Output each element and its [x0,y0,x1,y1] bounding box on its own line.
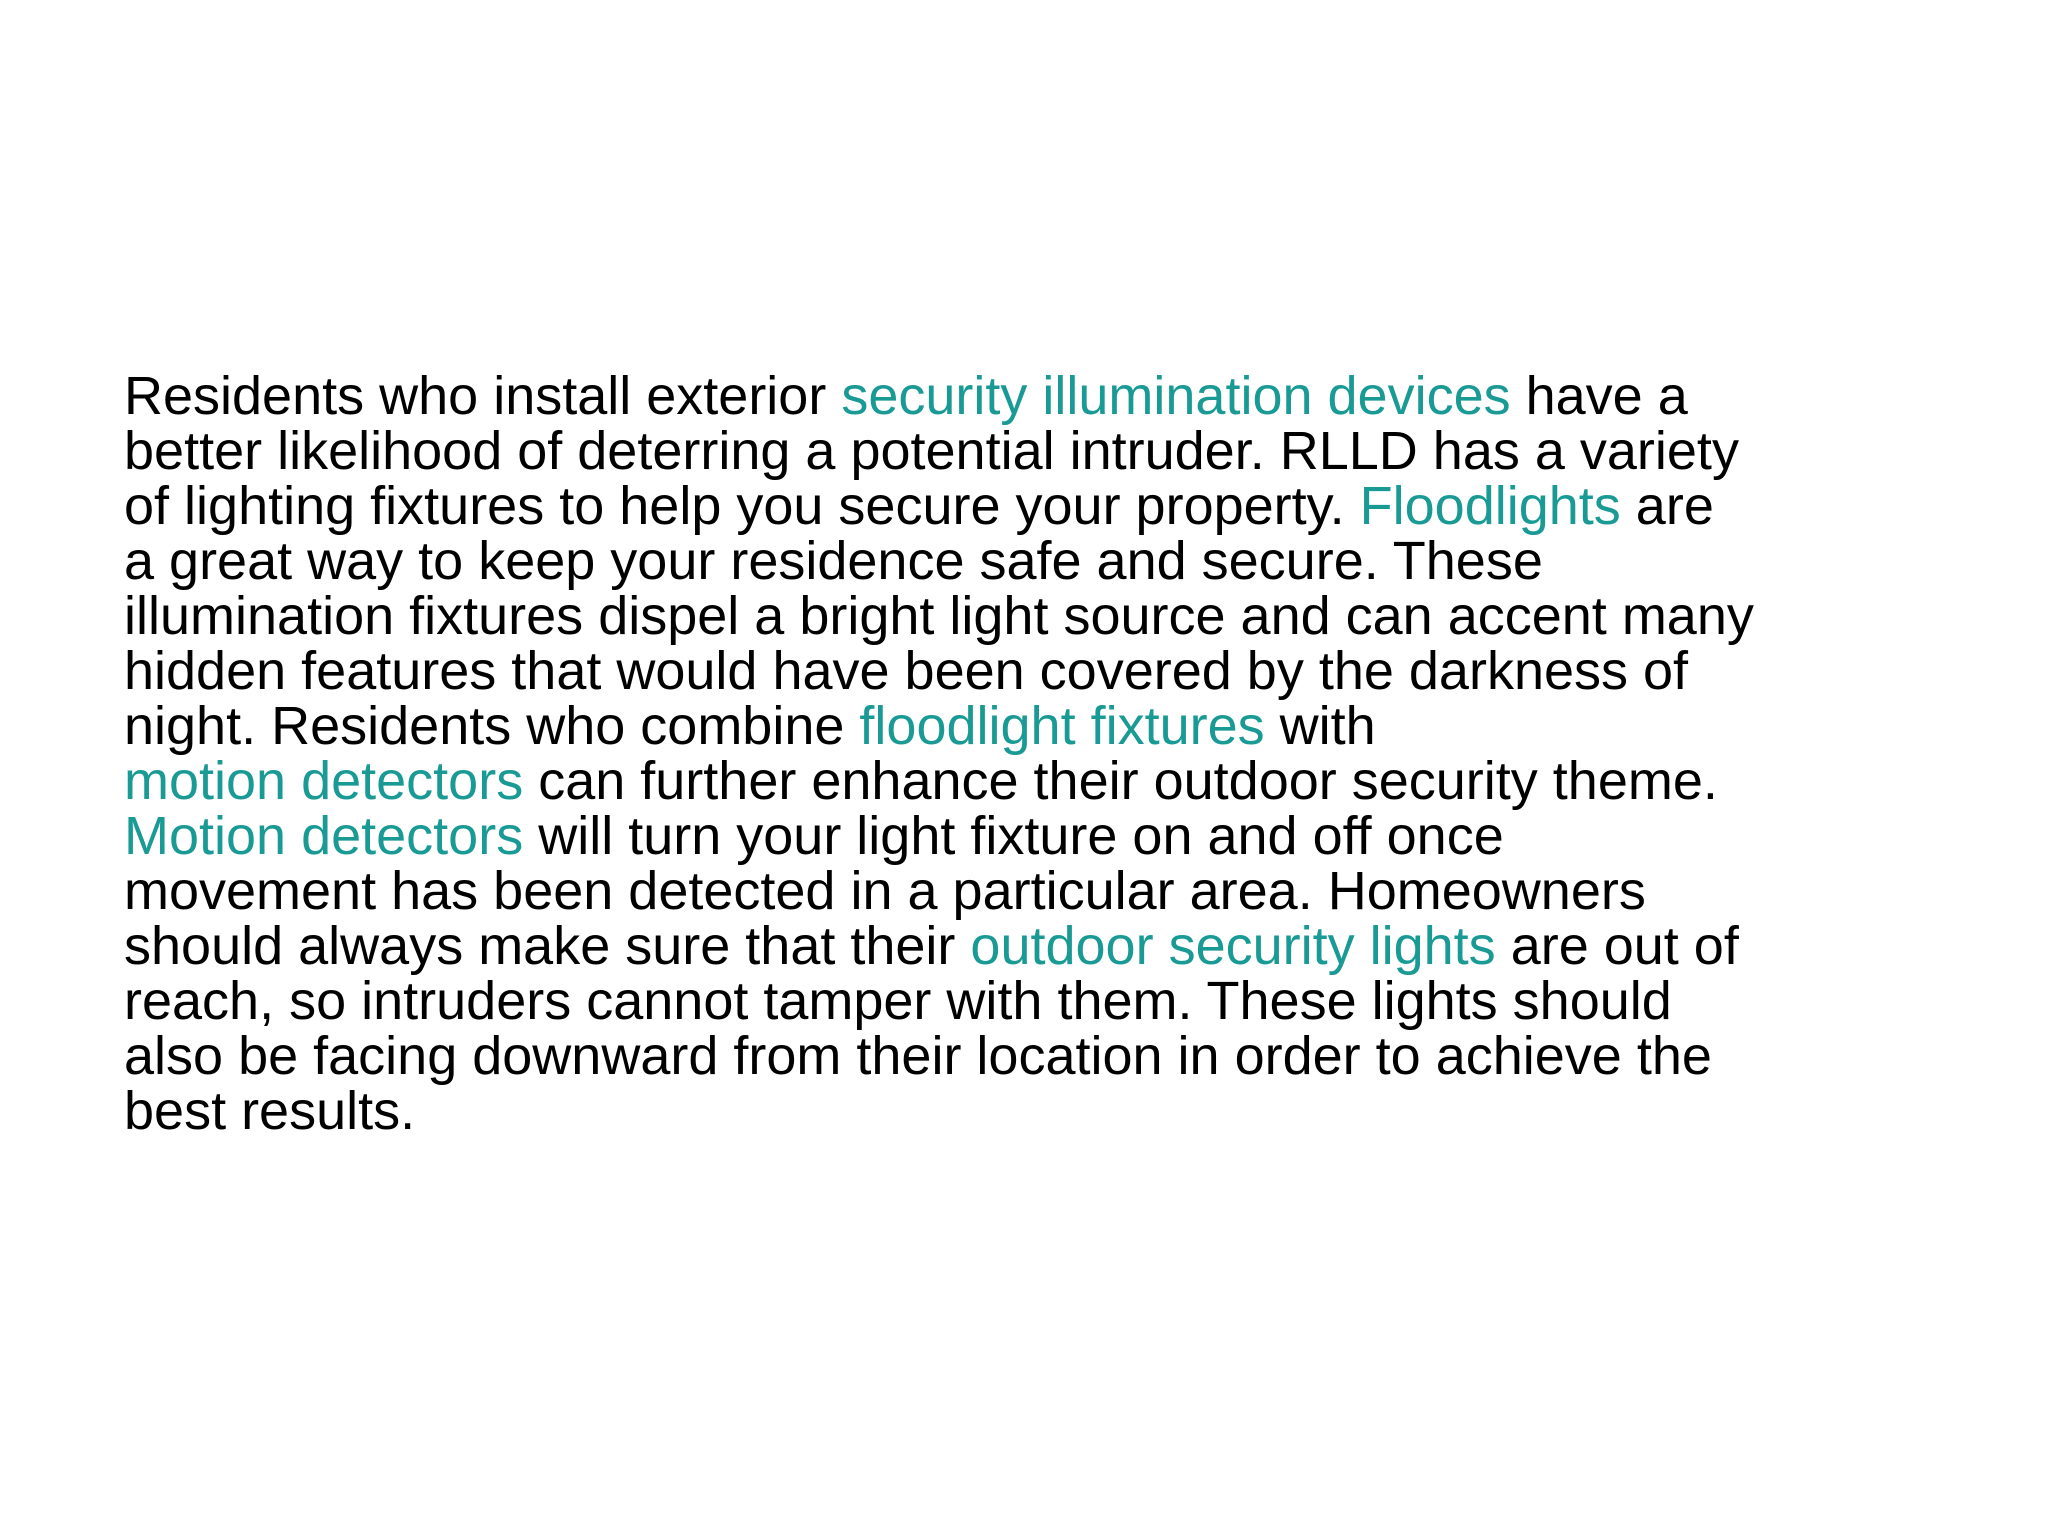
link-motion-detectors[interactable]: motion detectors [124,751,524,811]
line-text: have a [1510,366,1688,426]
line-text: night. Residents who combine [124,696,860,756]
line-text: best results. [124,1081,416,1141]
line-text: movement has been detected in a particular area. Homeowners [124,861,1646,921]
paragraph-line-5 [124,586,2021,646]
line-text: with [1264,696,1376,756]
body-paragraph [124,366,2021,1141]
line-text: reach, so intruders cannot tamper with them. These lights should [124,971,1672,1031]
line-text: can further enhance their outdoor security theme. [523,751,1718,811]
link-floodlight-fixtures[interactable]: floodlight fixtures [859,696,1265,756]
paragraph-line-9 [124,806,2021,866]
paragraph-line-7 [124,696,2021,756]
paragraph-line-13 [124,1026,2021,1086]
paragraph-line-4 [124,531,2021,591]
line-text: also be facing downward from their location in order to achieve the [124,1026,1712,1086]
line-text: will turn your light fixture on and off once [523,806,1504,866]
line-text: of lighting fixtures to help you secure your property. [124,476,1360,536]
paragraph-line-12 [124,971,2021,1031]
link-floodlights[interactable]: Floodlights [1359,476,1621,536]
line-text: illumination fixtures dispel a bright light source and can accent many [124,586,1754,646]
line-text: Residents who install exterior [124,366,842,426]
link-security-illumination-devices[interactable]: security illumination devices [841,366,1511,426]
line-text: better likelihood of deterring a potential intruder. RLLD has a variety [124,421,1739,481]
line-text: should always make sure that their [124,916,971,976]
paragraph-line-2 [124,421,2021,481]
link-outdoor-security-lights[interactable]: outdoor security lights [970,916,1496,976]
line-text: a great way to keep your residence safe and secure. These [124,531,1543,591]
link-motion-detectors-2[interactable]: Motion detectors [124,806,524,866]
paragraph-line-14 [124,1081,2021,1141]
line-text: are out of [1495,916,1739,976]
line-text: are [1620,476,1714,536]
paragraph-line-8 [124,751,2021,811]
paragraph-line-10 [124,861,2021,921]
paragraph-line-3 [124,476,2021,536]
line-text: hidden features that would have been covered by the darkness of [124,641,1689,701]
paragraph-line-1 [124,366,2021,426]
paragraph-line-6 [124,641,2021,701]
paragraph-line-11 [124,916,2021,976]
